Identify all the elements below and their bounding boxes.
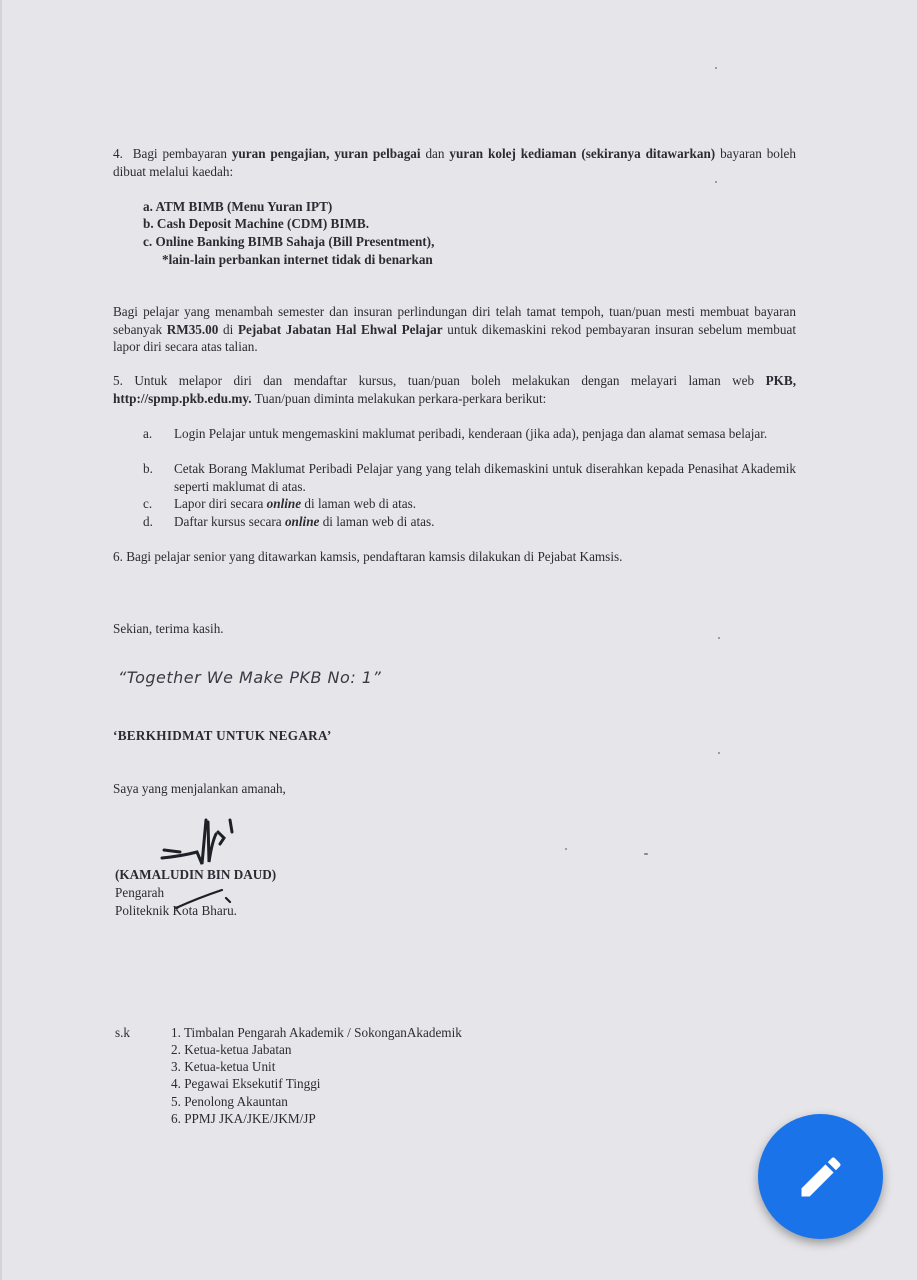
section-6-paragraph: 6. Bagi pelajar senior yang ditawarkan kamsis, pendaftaran kamsis dilakukan di Pejabat Kamsis. <box>113 549 623 564</box>
cc-item-2: 2. Ketua-ketua Jabatan <box>171 1042 292 1057</box>
pencil-icon <box>795 1151 847 1203</box>
payment-note: *lain-lain perbankan internet tidak di benarkan <box>162 252 433 267</box>
payment-method-b: b. Cash Deposit Machine (CDM) BIMB. <box>143 216 370 231</box>
item-d-letter: d. <box>143 514 153 529</box>
slogan: ‘BERKHIDMAT UNTUK NEGARA’ <box>113 728 332 743</box>
section-4-paragraph: 4. Bagi pembayaran yuran pengajian, yuran pelbagai dan yuran kolej kediaman (sekiranya ditawarkan) bayaran boleh dibuat melalui kaedah: <box>113 146 797 179</box>
item-b-letter: b. <box>143 461 153 476</box>
payment-method-a: a. ATM BIMB (Menu Yuran IPT) <box>143 199 333 214</box>
scan-speck <box>718 752 720 754</box>
cc-label: s.k <box>115 1025 131 1040</box>
signoff-text: Saya yang menjalankan amanah, <box>113 781 286 796</box>
cc-item-3: 3. Ketua-ketua Unit <box>171 1059 276 1074</box>
item-a-text: Login Pelajar untuk mengemaskini maklumat peribadi, kenderaan (jika ada), penjaga dan alamat semasa belajar. <box>174 426 768 441</box>
item-c-letter: c. <box>143 496 153 511</box>
signatory-name: (KAMALUDIN BIN DAUD) <box>115 867 277 882</box>
scan-speck <box>644 853 648 855</box>
section-5-paragraph: 5. Untuk melapor diri dan mendaftar kursus, tuan/puan boleh melakukan dengan melayari laman web PKB, http://spmp.pkb.edu.my. Tuan/puan diminta melakukan perkara-perkara berikut: <box>113 373 796 406</box>
cc-item-1: 1. Timbalan Pengarah Akademik / SokonganAkademik <box>171 1025 462 1040</box>
payment-method-c: c. Online Banking BIMB Sahaja (Bill Presentment), <box>143 234 435 249</box>
cc-item-6: 6. PPMJ JKA/JKE/JKM/JP <box>171 1111 316 1126</box>
scan-speck <box>565 848 567 850</box>
signatory-title: Pengarah <box>115 885 165 900</box>
item-d-text: Daftar kursus secara online di laman web di atas. <box>174 514 435 529</box>
scan-speck <box>718 637 720 639</box>
motto: “Together We Make PKB No: 1” <box>118 668 382 687</box>
insurance-paragraph: Bagi pelajar yang menambah semester dan insuran perlindungan diri telah tamat tempoh, tuan/puan mesti membuat bayaran sebanyak RM35.00 di Pejabat Jabatan Hal Ehwal Pelajar untuk dikemaskini rekod pembayaran insuran sebelum membuat lapor diri secara atas talian. <box>113 304 796 354</box>
signatory-org: Politeknik Kota Bharu. <box>115 903 237 918</box>
cc-item-4: 4. Pegawai Eksekutif Tinggi <box>171 1076 321 1091</box>
item-b-text: Cetak Borang Maklumat Peribadi Pelajar yang yang telah dikemaskini untuk diserahkan kepada Penasihat Akademik seperti maklumat di atas. <box>174 461 796 494</box>
item-a-letter: a. <box>143 426 153 441</box>
edit-button[interactable] <box>758 1114 883 1239</box>
item-c-text: Lapor diri secara online di laman web di atas. <box>174 496 417 511</box>
closing-text: Sekian, terima kasih. <box>113 621 224 636</box>
scan-speck <box>715 181 717 183</box>
cc-item-5: 5. Penolong Akauntan <box>171 1094 288 1109</box>
scan-speck <box>715 67 717 69</box>
